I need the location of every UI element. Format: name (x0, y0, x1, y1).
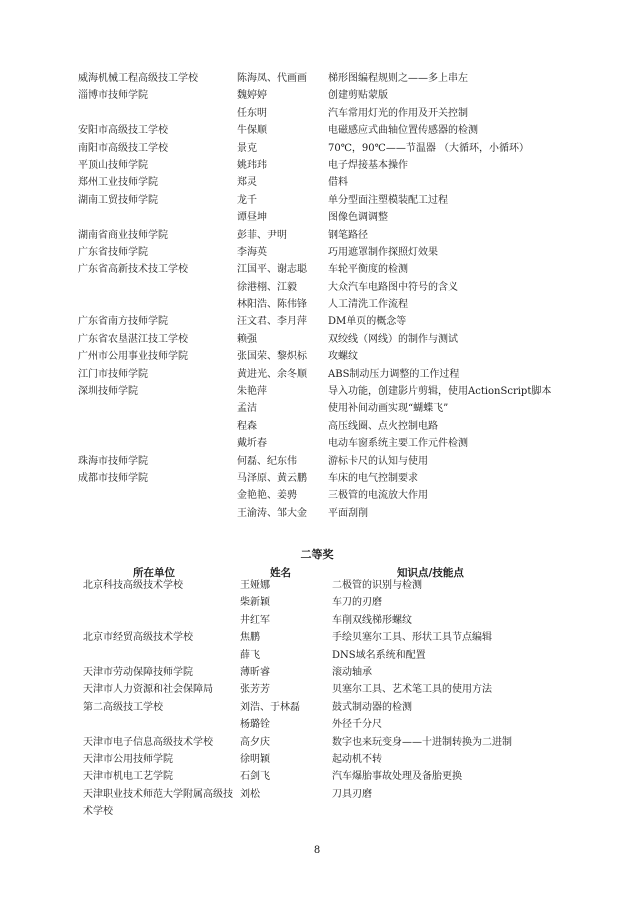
table-row (0, 331, 634, 348)
table-row (0, 768, 634, 785)
cell-topic: 攻螺纹 (328, 351, 358, 363)
second-prize-table (0, 577, 634, 820)
cell-name: 张国荣、黎炽标 (237, 351, 307, 363)
cell-unit: 天津市人力资源和社会保障局 (83, 684, 213, 696)
cell-topic: 使用补间动画实现“蝴蝶飞” (328, 403, 449, 415)
cell-name: 金艳艳、姜骋 (237, 490, 297, 502)
cell-unit: 深圳技师学院 (78, 386, 138, 398)
cell-topic: 钢笔路径 (328, 229, 368, 241)
cell-topic: 电磁感应式曲轴位置传感器的检测 (328, 125, 478, 137)
table-row (0, 244, 634, 261)
table-row (0, 470, 634, 487)
cell-unit: 北京市经贸高级技术学校 (83, 632, 193, 644)
table-row (0, 505, 634, 522)
cell-name: 郑灵 (237, 177, 257, 189)
cell-unit: 广东省高新技术技工学校 (78, 264, 188, 276)
cell-name: 汪文君、李月萍 (237, 316, 307, 328)
cell-topic: 鼓式制动器的检测 (332, 701, 412, 713)
table-row (0, 699, 634, 716)
cell-topic: 游标卡尺的认知与使用 (328, 455, 428, 467)
cell-topic: 人工清洗工作流程 (328, 299, 408, 311)
cell-topic: 借料 (328, 177, 348, 189)
table-row (0, 122, 634, 139)
cell-name: 张芳芳 (240, 684, 270, 696)
table-row (0, 453, 634, 470)
cell-unit: 广东省技师学院 (78, 246, 148, 258)
cell-topic: 巧用遮罩制作探照灯效果 (328, 246, 438, 258)
cell-topic: DNS域名系统和配置 (332, 649, 426, 661)
table-row (0, 751, 634, 768)
cell-unit: 第二高级技工学校 (83, 701, 163, 713)
cell-name: 牛保顺 (237, 125, 267, 137)
cell-topic: 单分型面注塑模装配工过程 (328, 194, 448, 206)
cell-topic: DM单页的概念等 (328, 316, 407, 328)
table-row (0, 435, 634, 452)
cell-topic: 汽车常用灯光的作用及开关控制 (328, 107, 468, 119)
cell-name: 程森 (237, 420, 257, 432)
cell-unit: 广东省农垦湛江技工学校 (78, 333, 188, 345)
table-row (0, 366, 634, 383)
cell-unit: 天津职业技术师范大学附属高级技术学校 (83, 788, 233, 818)
table-row (0, 313, 634, 330)
cell-name: 林阳浩、陈伟锋 (237, 299, 307, 311)
cell-topic: 70℃，90℃——节温器 （大循环，小循环） (328, 142, 530, 154)
cell-name: 焦鹏 (240, 632, 260, 644)
section-title-second-prize: 二等奖 (300, 548, 334, 561)
cell-name: 谭昼坤 (237, 212, 267, 224)
cell-unit: 天津市公用技师学院 (83, 753, 173, 765)
cell-topic: 电子焊接基本操作 (328, 159, 408, 171)
cell-name: 魏婷婷 (237, 90, 267, 102)
cell-topic: 梯形图编程规则之——多上串左 (328, 73, 468, 84)
cell-unit: 天津市劳动保障技师学院 (83, 666, 193, 678)
cell-name: 薛飞 (240, 649, 260, 661)
table-row (0, 348, 634, 365)
cell-name: 石剑飞 (240, 771, 270, 783)
cell-name: 井红军 (240, 614, 270, 626)
table-row (0, 629, 634, 646)
cell-unit: 威海机械工程高级技工学校 (78, 73, 198, 84)
cell-topic: 刀具刃磨 (332, 788, 372, 800)
table-row (0, 279, 634, 296)
cell-name: 孟洁 (237, 403, 257, 415)
cell-name: 龙千 (237, 194, 257, 206)
cell-unit: 成都市技师学院 (78, 472, 148, 484)
table-row (0, 786, 634, 821)
table-row (0, 400, 634, 417)
table-row (0, 70, 634, 87)
table-row (0, 664, 634, 681)
table-row (0, 261, 634, 278)
cell-topic: 三极管的电流放大作用 (328, 490, 428, 502)
table-row (0, 594, 634, 611)
cell-unit: 广州市公用事业技师学院 (78, 351, 188, 363)
table-row (0, 87, 634, 104)
cell-unit: 广东省南方技师学院 (78, 316, 168, 328)
cell-name: 任东明 (237, 107, 267, 119)
cell-name: 黄进光、余冬顺 (237, 368, 307, 380)
table-row (0, 227, 634, 244)
cell-name: 彭菲、尹明 (237, 229, 287, 241)
table-row (0, 383, 634, 400)
cell-unit: 珠海市技师学院 (78, 455, 148, 467)
table-row (0, 296, 634, 313)
cell-topic: 平面刮削 (328, 507, 368, 519)
cell-name: 高夕庆 (240, 736, 270, 748)
table-row (0, 681, 634, 698)
cell-topic: 图像色调调整 (328, 212, 388, 224)
cell-topic: 手绘贝塞尔工具、形状工具节点编辑 (332, 632, 492, 644)
table-row (0, 418, 634, 435)
cell-topic: 贝塞尔工具、艺术笔工具的使用方法 (332, 684, 492, 696)
cell-topic: 大众汽车电路图中符号的含义 (328, 281, 458, 293)
cell-name: 王渝涛、邹大金 (237, 507, 307, 519)
cell-topic: 车刀的刃磨 (332, 597, 382, 609)
cell-unit: 江门市技师学院 (78, 368, 148, 380)
cell-topic: 导入功能，创建影片剪辑，使用ActionScript脚本 (328, 386, 552, 398)
cell-unit: 北京科技高级技术学校 (83, 580, 183, 591)
cell-name: 薄昕睿 (240, 666, 270, 678)
cell-unit: 湖南工贸技师学院 (78, 194, 158, 206)
cell-name: 赖强 (237, 333, 257, 345)
cell-topic: 双绞线（网线）的制作与测试 (328, 333, 458, 345)
cell-unit: 天津市机电工艺学院 (83, 771, 173, 783)
cell-topic: 创建剪贴蒙版 (328, 90, 388, 102)
table-row (0, 577, 634, 594)
table-row (0, 647, 634, 664)
cell-name: 江国平、谢志聪 (237, 264, 307, 276)
cell-name: 刘浩、于林磊 (240, 701, 300, 713)
cell-unit: 郑州工业技师学院 (78, 177, 158, 189)
cell-topic: 汽车爆胎事故处理及备胎更换 (332, 771, 462, 783)
cell-unit: 南阳市高级技工学校 (78, 142, 168, 154)
cell-unit: 湖南省商业技师学院 (78, 229, 168, 241)
cell-name: 徐明颖 (240, 753, 270, 765)
cell-name: 杨璐铨 (240, 719, 270, 731)
page-number: 8 (313, 845, 321, 856)
cell-name: 刘松 (240, 788, 260, 800)
cell-name: 陈海凤、代画画 (237, 73, 307, 84)
cell-name: 王娅娜 (240, 580, 270, 591)
first-prize-table-continued (0, 70, 634, 522)
table-row (0, 487, 634, 504)
cell-name: 戴圻春 (237, 438, 267, 450)
table-row (0, 105, 634, 122)
cell-topic: ABS制动压力调整的工作过程 (328, 368, 460, 380)
cell-topic: 二极管的识别与检测 (332, 580, 422, 591)
cell-unit: 天津市电子信息高级技术学校 (83, 736, 213, 748)
table-row (0, 157, 634, 174)
cell-topic: 车削双线梯形螺纹 (332, 614, 412, 626)
table-row (0, 140, 634, 157)
table-row (0, 209, 634, 226)
cell-name: 姚玮玮 (237, 159, 267, 171)
cell-topic: 滚动轴承 (332, 666, 372, 678)
cell-name: 柴新颖 (240, 597, 270, 609)
table-row (0, 716, 634, 733)
cell-name: 李海英 (237, 246, 267, 258)
cell-name: 徐港栩、江毅 (237, 281, 297, 293)
cell-name: 景克 (237, 142, 257, 154)
cell-unit: 淄博市技师学院 (78, 90, 148, 102)
cell-topic: 车床的电气控制要求 (328, 472, 418, 484)
cell-topic: 车轮平衡度的检测 (328, 264, 408, 276)
column-header-unit: 所在单位 (133, 567, 175, 579)
cell-topic: 外径千分尺 (332, 719, 382, 731)
table-row (0, 174, 634, 191)
cell-unit: 平顶山技师学院 (78, 159, 148, 171)
cell-unit: 安阳市高级技工学校 (78, 125, 168, 137)
table-row (0, 734, 634, 751)
cell-topic: 数字也来玩变身——十进制转换为二进制 (332, 736, 512, 748)
cell-name: 马泽原、黄云鹏 (237, 472, 307, 484)
column-header-topic: 知识点/技能点 (397, 567, 464, 579)
table-row (0, 612, 634, 629)
cell-name: 朱艳萍 (237, 386, 267, 398)
cell-topic: 高压线圈、点火控制电路 (328, 420, 438, 432)
cell-topic: 起动机不转 (332, 753, 382, 765)
table-row (0, 192, 634, 209)
cell-topic: 电动车窗系统主要工作元件检测 (328, 438, 468, 450)
cell-name: 何磊、纪东伟 (237, 455, 297, 467)
column-header-name: 姓名 (270, 567, 291, 579)
